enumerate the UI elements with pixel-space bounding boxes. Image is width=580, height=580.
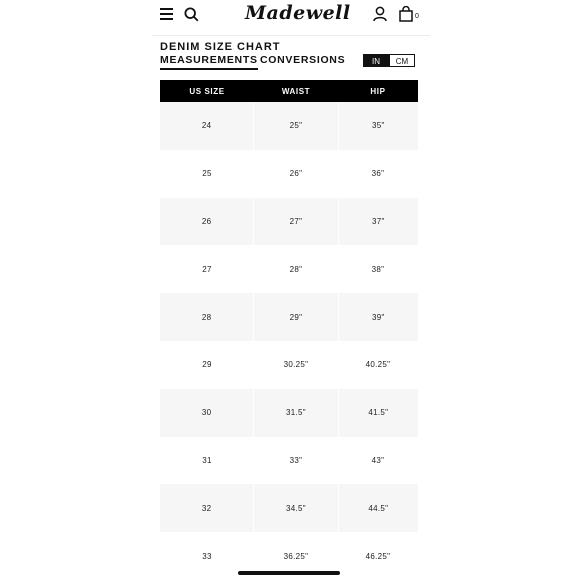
hip-cell: 43": [371, 455, 385, 465]
home-indicator[interactable]: [238, 571, 340, 575]
size-cell: 25: [202, 169, 212, 179]
tab-conversions[interactable]: CONVERSIONS: [260, 54, 346, 66]
hip-cell: 36": [371, 169, 385, 179]
hip-cell: 44.5": [338, 484, 418, 532]
waist-cell: 28": [289, 264, 303, 274]
user-icon[interactable]: [373, 6, 387, 22]
table-row: [160, 389, 418, 437]
size-cell: 33: [202, 551, 212, 561]
table-row: [160, 341, 418, 389]
hip-cell: 40.25": [365, 360, 391, 370]
hip-cell: 38": [371, 264, 385, 274]
hip-cell: 39": [338, 293, 418, 341]
unit-toggle-cm[interactable]: CM: [389, 54, 415, 67]
brand-logo[interactable]: Madewell: [245, 2, 351, 24]
table-header: [160, 80, 418, 102]
table-row: [160, 150, 418, 198]
header-divider: [152, 35, 430, 36]
size-chart-table: [160, 80, 418, 580]
table-row: [160, 245, 418, 293]
column-header-hip: HIP: [370, 86, 386, 96]
bag-icon[interactable]: [399, 6, 413, 22]
size-cell: 24: [201, 121, 212, 131]
waist-cell: 30.25": [283, 360, 309, 370]
size-cell: 28: [201, 312, 212, 322]
waist-cell: 27": [253, 198, 337, 246]
hip-cell: 35": [338, 102, 418, 150]
waist-cell: 33": [289, 455, 303, 465]
table-row: [160, 198, 418, 246]
size-cell: 29: [202, 360, 212, 370]
size-cell: 26: [201, 216, 212, 226]
cart-count: 0: [415, 13, 419, 20]
column-header-waist: WAIST: [281, 86, 311, 96]
waist-cell: 25": [253, 102, 337, 150]
size-cell: 30: [201, 408, 212, 418]
waist-cell: 36.25": [283, 551, 309, 561]
table-row: [160, 293, 418, 341]
table-row: [160, 102, 418, 150]
search-icon[interactable]: [184, 7, 199, 22]
tab-measurements[interactable]: MEASUREMENTS: [160, 54, 258, 70]
table-row: [160, 484, 418, 532]
waist-cell: 26": [289, 169, 303, 179]
hip-cell: 37": [338, 198, 418, 246]
waist-cell: 34.5": [253, 484, 337, 532]
menu-icon[interactable]: [160, 8, 173, 20]
table-row: [160, 437, 418, 485]
size-cell: 32: [201, 503, 212, 513]
top-nav: [152, 0, 430, 34]
size-cell: 27: [202, 264, 212, 274]
unit-toggle-in[interactable]: IN: [363, 54, 389, 67]
waist-cell: 31.5": [253, 389, 337, 437]
size-cell: 31: [202, 455, 212, 465]
waist-cell: 29": [253, 293, 337, 341]
hip-cell: 46.25": [365, 551, 391, 561]
hip-cell: 41.5": [338, 389, 418, 437]
column-header-us-size: US SIZE: [189, 86, 225, 96]
page-title: DENIM SIZE CHART: [160, 41, 281, 53]
